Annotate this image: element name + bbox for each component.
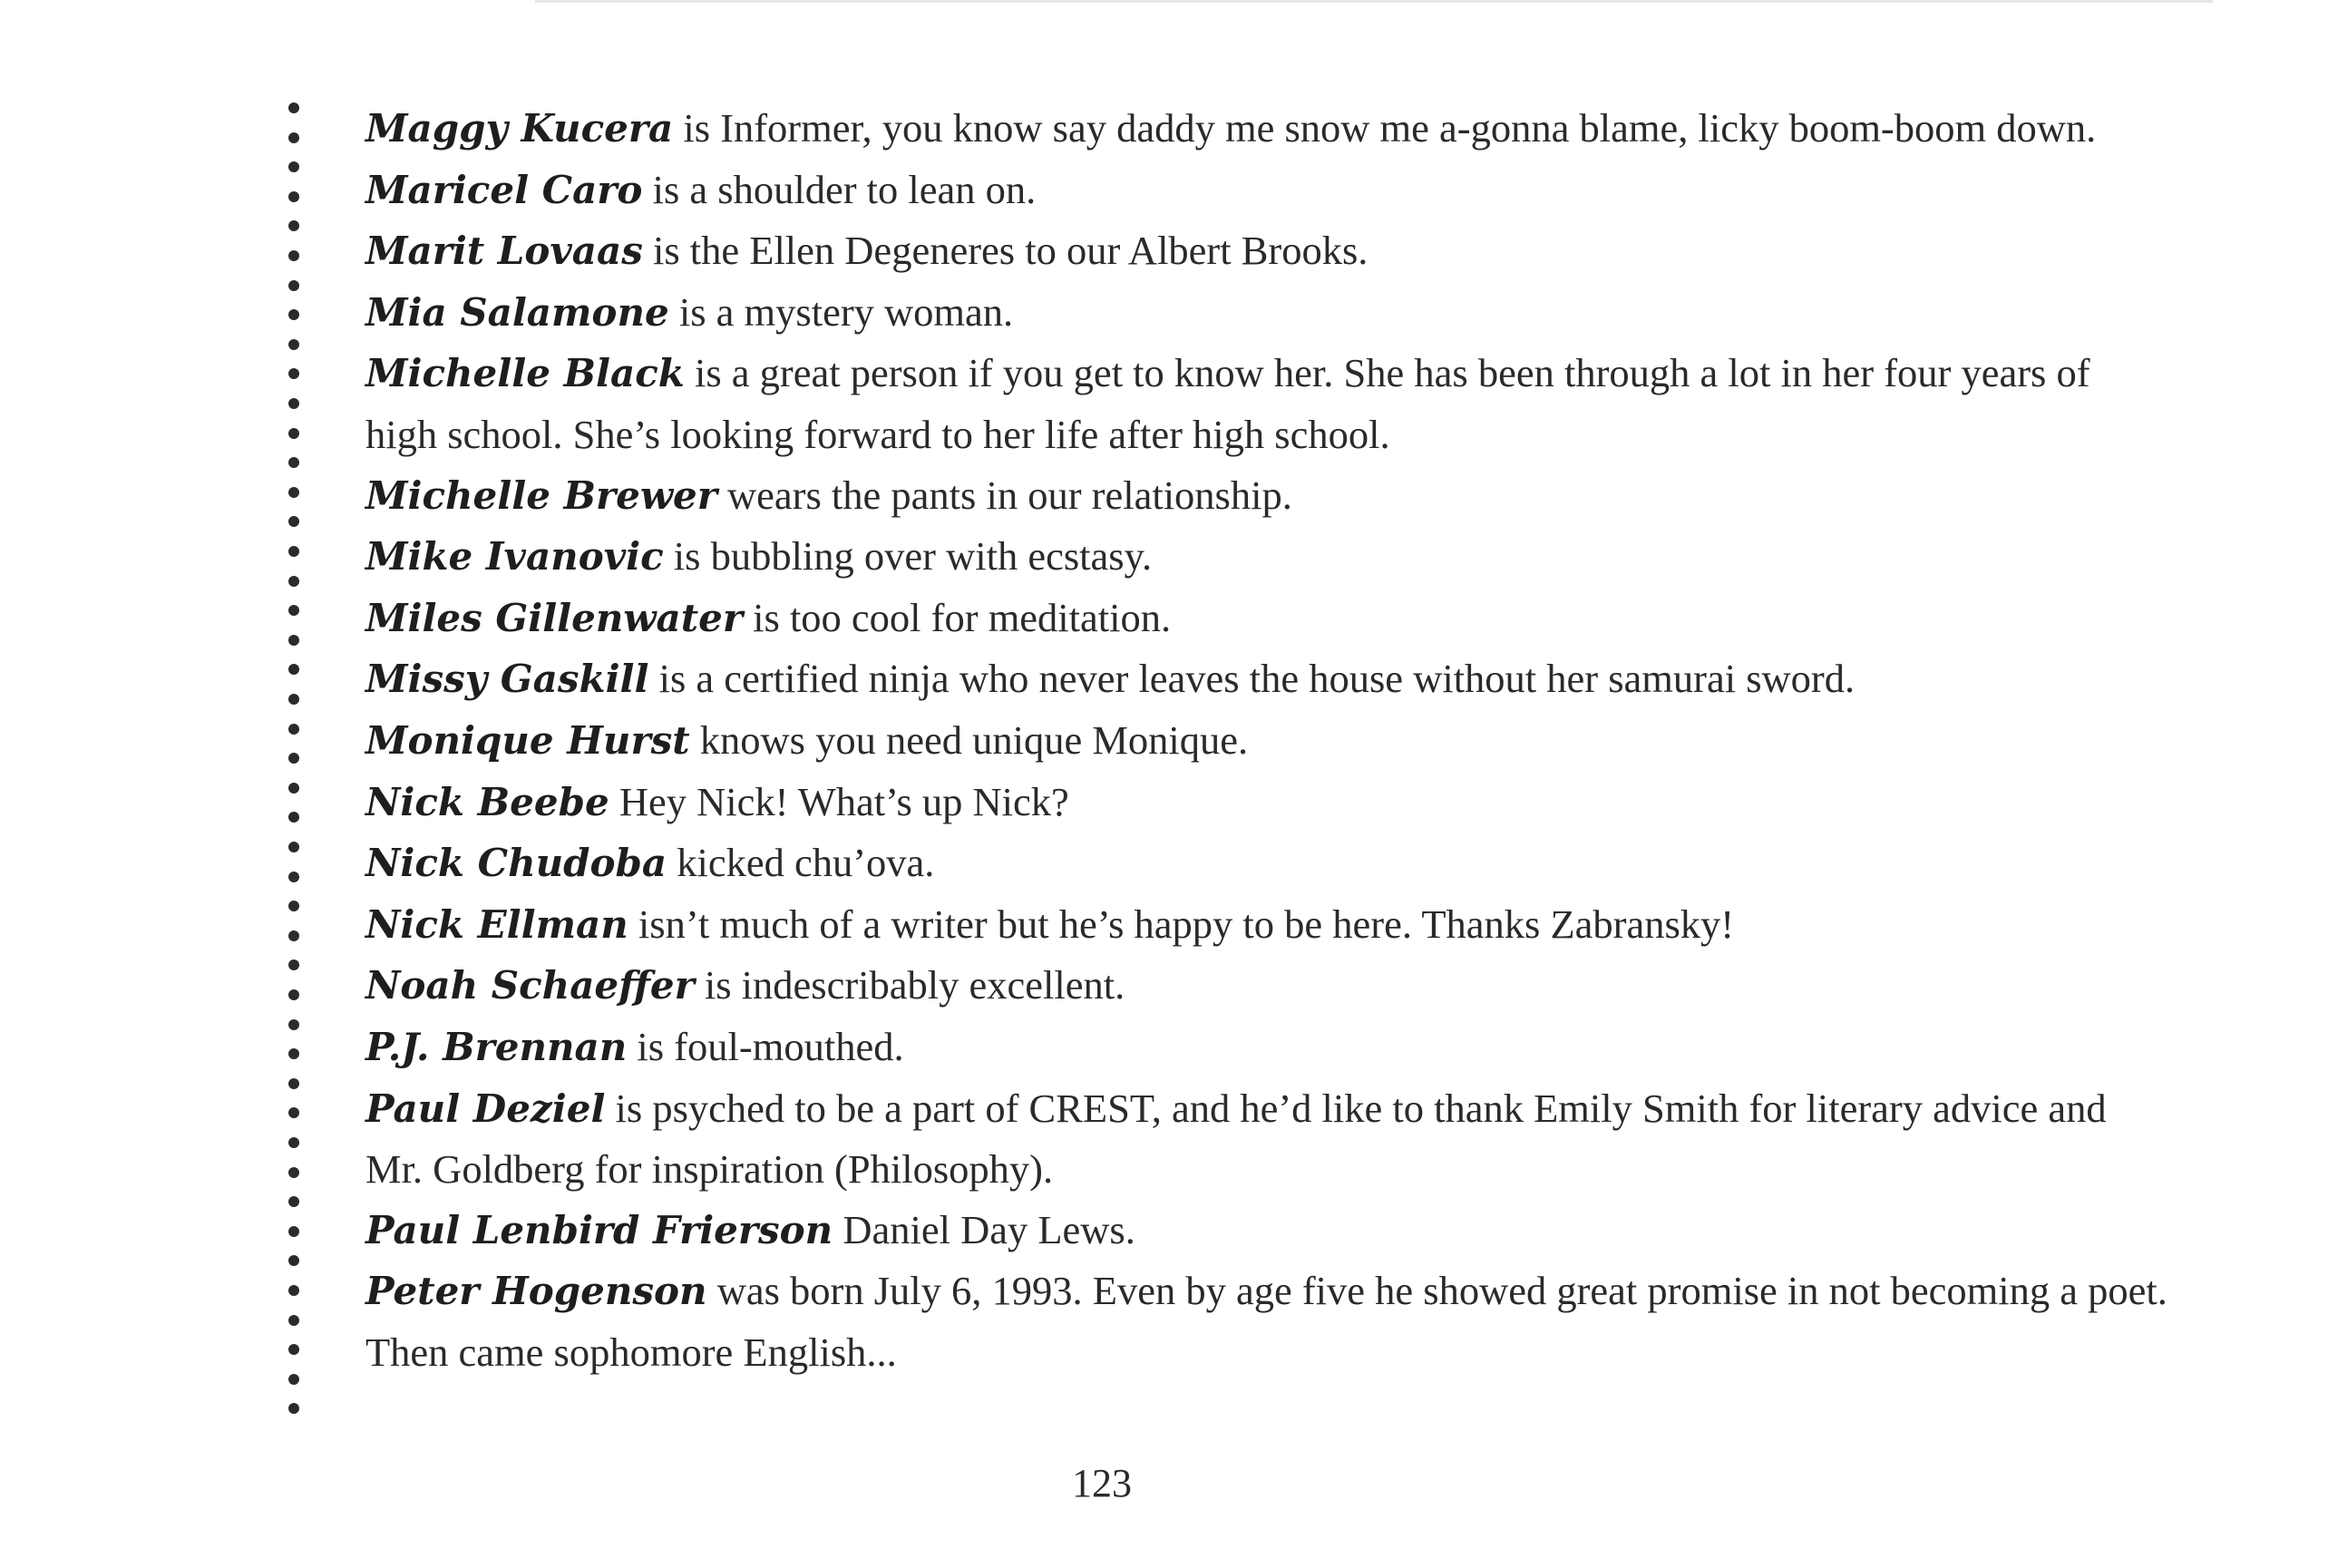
contributor-name: Nick Chudoba [365, 841, 667, 886]
contributor-name: Paul Lenbird Frierson [365, 1207, 833, 1252]
binding-dot [288, 635, 299, 646]
contributor-entry [365, 710, 2170, 772]
binding-dot [288, 428, 299, 439]
binding-dot [288, 724, 299, 735]
binding-dot [288, 901, 299, 911]
contributor-bio: isn’t much of a writer but he’s happy to be here. Thanks Zabransky! [628, 901, 1735, 947]
binding-dot [288, 280, 299, 291]
contributor-bio: is a certified ninja who never leaves the house without her samurai sword. [648, 656, 1856, 702]
contributor-name: Maricel Caro [365, 167, 643, 212]
contributor-bio: knows you need unique Monique. [689, 716, 1249, 763]
binding-dot [288, 694, 299, 705]
contributor-entry [365, 1078, 2170, 1200]
binding-dot [288, 812, 299, 823]
contributor-entry [365, 282, 2170, 344]
contributor-entry [365, 648, 2170, 710]
contributor-name: P.J. Brennan [365, 1024, 628, 1069]
binding-dots [288, 102, 301, 1427]
binding-dot [288, 1019, 299, 1030]
binding-dot [288, 220, 299, 231]
contributor-name: Michelle Brewer [365, 472, 717, 518]
contributor-bio: is indescribably excellent. [694, 962, 1125, 1008]
contributor-entry [365, 955, 2170, 1017]
binding-dot [288, 132, 299, 143]
contributor-entry [365, 465, 2170, 527]
binding-dot [288, 576, 299, 587]
contributor-entry [365, 833, 2170, 894]
binding-dot [288, 368, 299, 379]
contributor-entry [365, 98, 2170, 160]
contributor-bio: kicked chu’ova. [667, 840, 935, 886]
binding-dot [288, 1315, 299, 1326]
binding-dot [288, 872, 299, 882]
binding-dot [288, 457, 299, 468]
contributor-name: Michelle Black [365, 351, 685, 396]
binding-dot [288, 1403, 299, 1414]
contributor-name: Nick Ellman [365, 901, 628, 947]
binding-dot [288, 102, 299, 113]
contributor-list [365, 98, 2170, 1382]
binding-dot [288, 1255, 299, 1266]
contributor-entry [365, 772, 2170, 833]
contributor-entry [365, 894, 2170, 956]
contributor-name: Peter Hogenson [365, 1269, 707, 1314]
contributor-name: Noah Schaeffer [365, 963, 695, 1008]
binding-dot [288, 783, 299, 794]
contributor-entry [365, 1017, 2170, 1078]
binding-dot [288, 1344, 299, 1355]
contributor-name: Nick Beebe [365, 779, 609, 824]
binding-dot [288, 516, 299, 527]
contributor-bio: is psyched to be a part of CREST, and he’d like to thank Emily Smith for literary advice and Mr. Goldberg for inspiration (Philosophy). [365, 1085, 2107, 1193]
contributor-bio: is a great person if you get to know her. She has been through a lot in her four years of high school. She’s looking forward to her life after high school. [365, 350, 2090, 457]
contributor-bio: was born July 6, 1993. Even by age five he showed great promise in not becoming a poet. Then came sophomore English... [365, 1268, 2167, 1375]
binding-dot [288, 1285, 299, 1296]
binding-dot [288, 250, 299, 261]
contributor-name: Maggy Kucera [365, 106, 674, 151]
binding-dot [288, 1226, 299, 1237]
contributor-name: Mia Salamone [365, 289, 669, 335]
contributor-bio: is the Ellen Degeneres to our Albert Brooks. [642, 228, 1369, 274]
page-number: 123 [1072, 1461, 1132, 1505]
contributor-name: Mike Ivanovic [365, 534, 664, 579]
contributor-entry [365, 1200, 2170, 1261]
contributor-bio: is a shoulder to lean on. [642, 166, 1037, 212]
binding-dot [288, 1374, 299, 1385]
binding-dot [288, 842, 299, 852]
contributor-entry [365, 1261, 2170, 1382]
binding-dot [288, 605, 299, 616]
binding-dot [288, 487, 299, 498]
binding-dot [288, 989, 299, 1000]
binding-dot [288, 1048, 299, 1059]
contributor-entry [365, 220, 2170, 282]
top-rule [535, 0, 2213, 3]
binding-dot [288, 1078, 299, 1089]
contributor-name: Marit Lovaas [365, 229, 643, 274]
binding-dot [288, 959, 299, 970]
contributor-name: Miles Gillenwater [365, 595, 744, 640]
binding-dot [288, 1167, 299, 1178]
contributor-entry [365, 160, 2170, 221]
contributor-bio: is foul-mouthed. [627, 1023, 904, 1069]
binding-dot [288, 1196, 299, 1207]
binding-dot [288, 309, 299, 320]
binding-dot [288, 546, 299, 557]
contributor-bio: Hey Nick! What’s up Nick? [609, 778, 1069, 824]
contributor-bio: is bubbling over with ecstasy. [663, 533, 1153, 579]
contributor-bio: Daniel Day Lews. [833, 1206, 1135, 1252]
binding-dot [288, 191, 299, 202]
contributor-name: Monique Hurst [365, 717, 690, 763]
contributor-bio: wears the pants in our relationship. [716, 472, 1292, 518]
binding-dot [288, 664, 299, 675]
contributor-bio: is a mystery woman. [668, 288, 1014, 335]
binding-dot [288, 930, 299, 941]
contributor-entry [365, 343, 2170, 464]
contributor-bio: is Informer, you know say daddy me snow me a-gonna blame, licky boom-boom down. [673, 105, 2097, 151]
contributor-bio: is too cool for meditation. [743, 594, 1172, 640]
binding-dot [288, 398, 299, 409]
contributor-entry [365, 526, 2170, 588]
binding-dot [288, 753, 299, 764]
binding-dot [288, 1137, 299, 1148]
contributor-name: Paul Deziel [365, 1086, 606, 1131]
binding-dot [288, 161, 299, 172]
contributor-name: Missy Gaskill [365, 657, 649, 702]
binding-dot [288, 1107, 299, 1118]
binding-dot [288, 339, 299, 350]
contributor-entry [365, 588, 2170, 649]
